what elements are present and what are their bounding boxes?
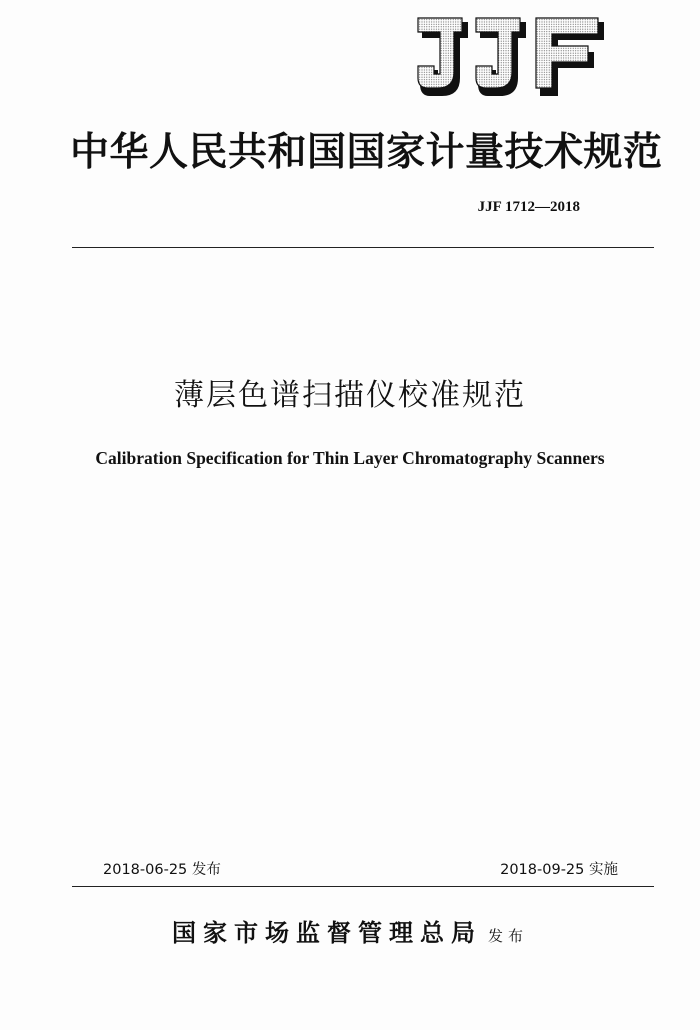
document-code: JJF 1712—2018 — [477, 199, 580, 215]
standard-series-title: 中华人民共和国国家计量技术规范 — [70, 129, 663, 175]
publisher-line — [0, 913, 700, 948]
issue-date: 2018-06-25 发布 — [103, 862, 221, 878]
publisher-name: 国家市场监督管理总局 — [171, 918, 482, 947]
top-divider — [72, 247, 654, 248]
document-title-chinese: 薄层色谱扫描仪校准规范 — [174, 378, 526, 413]
publish-label: 发布 — [487, 927, 528, 945]
jjf-logo — [416, 16, 606, 100]
document-title-english: Calibration Specification for Thin Layer Chromatography Scanners — [95, 448, 605, 468]
effective-date: 2018-09-25 实施 — [500, 862, 618, 878]
bottom-divider — [72, 886, 654, 887]
